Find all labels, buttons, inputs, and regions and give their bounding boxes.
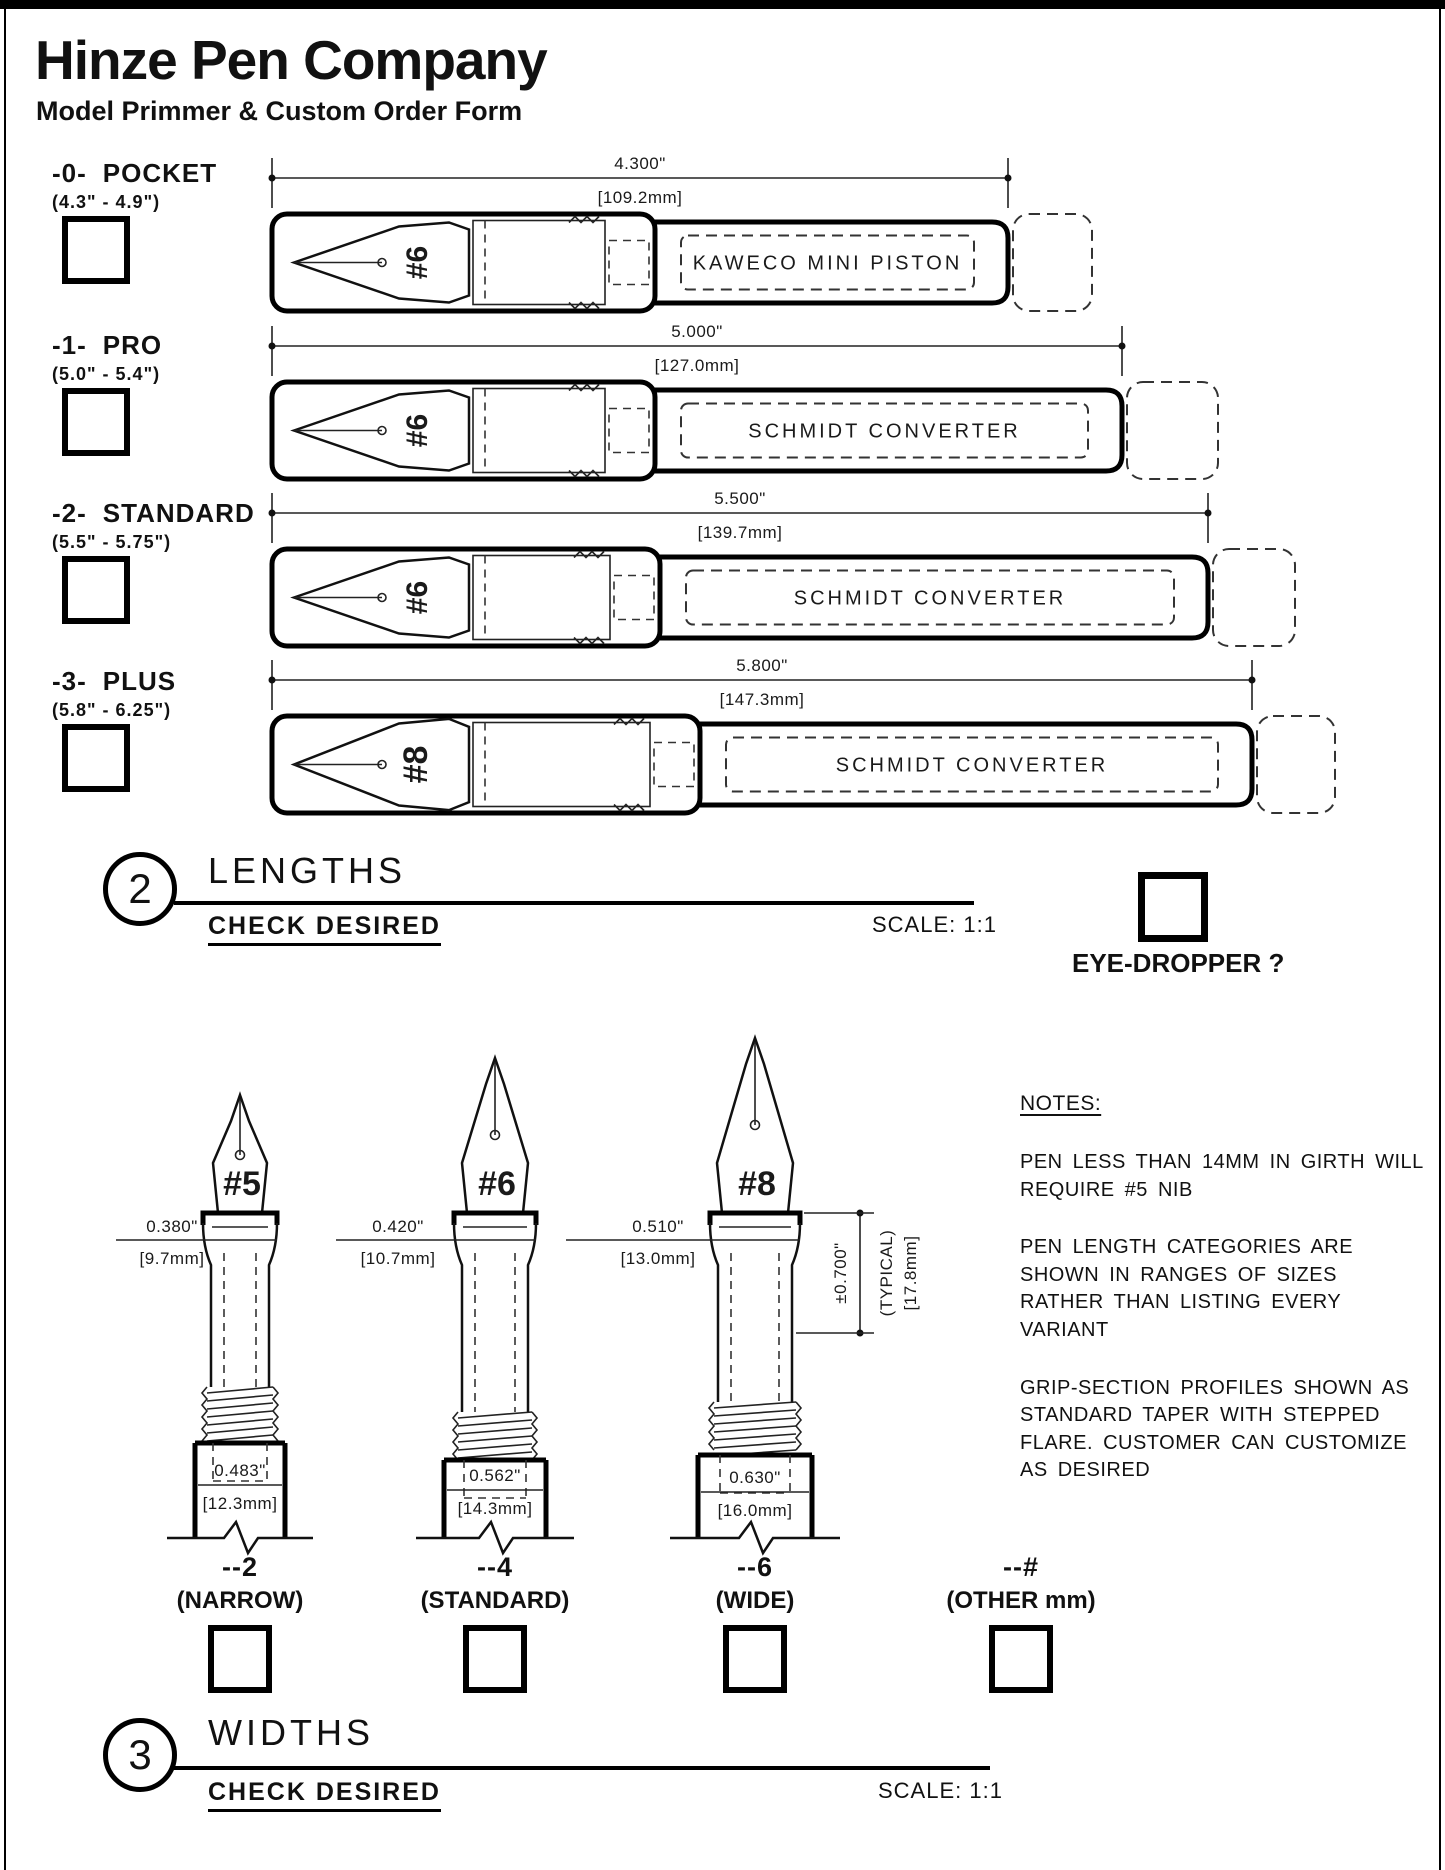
dim-tick [1119,343,1126,350]
dim-tick [269,677,276,684]
notes-title: NOTES: [1020,1092,1102,1115]
scale-label-lengths: SCALE: 1:1 [872,912,997,937]
section-housing [473,556,610,640]
section-housing [473,389,605,473]
section-housing [473,221,605,305]
cap-extension-outline [1127,382,1218,479]
dim-tick [1005,175,1012,182]
thread-line [714,1442,796,1448]
checkbox-width-4-standard[interactable] [463,1625,527,1693]
sheet-border-left [4,0,6,1870]
grip-dim-inches: 0.510" [632,1217,684,1236]
nib-detail-svg-2 [560,1000,960,1575]
checkbox-width-2-narrow[interactable] [208,1625,272,1693]
dim-tick [1249,677,1256,684]
dim-inches: 5.500" [714,489,766,508]
section-housing [473,723,650,807]
nib-detail-6 [330,1040,590,1580]
pen-length-svg-2 [230,485,1375,660]
length-option-standard-label [52,498,255,553]
dim-inches: 5.000" [671,322,723,341]
nib-size-label: #5 [223,1165,261,1203]
nib-size-label: #6 [401,245,434,280]
typical-dim-value: ±0.700" [831,1242,850,1304]
width-code: --# [1003,1552,1039,1582]
thread-line [458,1436,532,1442]
nib-detail-svg-1 [330,1040,590,1575]
pen-drawing-standard [230,485,1375,660]
checkbox-width-other[interactable] [989,1625,1053,1693]
length-name: STANDARD [102,498,255,528]
pen-length-svg-1 [230,318,1375,493]
thread-squiggle [569,217,599,223]
internal-mechanism-label: KAWECO MINI PISTON [692,252,963,275]
barrel-dim-inches: 0.630" [729,1468,781,1487]
grip-side-right [792,1223,800,1402]
width-name: (NARROW) [176,1587,304,1614]
dim-tick [269,510,276,517]
nib-size-label: #6 [401,413,434,448]
width-name: (STANDARD) [420,1587,570,1614]
dim-mm: [139.7mm] [697,523,783,542]
typical-dim-note: (TYPICAL) [877,1229,896,1317]
nib-detail-8 [560,1000,960,1580]
length-range: (5.8" - 6.25") [52,700,172,720]
thread-line [207,1395,273,1401]
thread-line [458,1420,532,1426]
note-item: PEN LENGTH CATEGORIES ARE SHOWN IN RANGES OF SIZES RATHER THAN LISTING EVERY VARIANT [1020,1236,1354,1341]
grip-flare [454,1213,536,1225]
cap-extension-outline [1257,716,1335,813]
barrel-dim-mm: [12.3mm] [202,1494,278,1513]
thread-line [714,1418,796,1424]
note-item: GRIP-SECTION PROFILES SHOWN AS STANDARD TAPER WITH STEPPED FLARE. CUSTOMER CAN CUSTOMIZE AS DESIRED [1020,1376,1410,1482]
grip-side-left [454,1223,462,1412]
dim-tick [269,343,276,350]
thread-line [458,1428,532,1434]
nib-size-label: #8 [738,1165,776,1203]
dim-mm: [147.3mm] [719,690,805,709]
thread-line [207,1387,273,1393]
section-number-widths: 3 [103,1718,177,1792]
section-rule-lengths [174,901,974,905]
nib-size-label: #6 [401,580,434,615]
thread-line [714,1426,796,1432]
thread-line [458,1452,532,1458]
barrel-dim-mm: [14.3mm] [457,1499,533,1518]
length-code: -3- [52,666,87,696]
thread-line [207,1435,273,1441]
connector-nub [609,241,649,285]
pen-drawing-pocket [230,150,1375,325]
section-number-lengths: 2 [103,852,177,926]
checkbox-length-pro[interactable] [62,388,130,456]
thread-edge-left [709,1402,714,1450]
checkbox-length-plus[interactable] [62,724,130,792]
length-range: (5.0" - 5.4") [52,364,161,384]
checkbox-length-standard[interactable] [62,556,130,624]
width-option-other [906,1552,1136,1693]
section-subtitle-lengths: CHECK DESIRED [208,912,441,946]
thread-squiggle [574,638,604,644]
section-title-widths: WIDTHS [208,1712,374,1753]
pen-length-svg-3 [230,652,1375,827]
length-option-plus-label [52,666,176,721]
width-option-narrow [125,1552,355,1693]
page-title: Hinze Pen Company [35,29,547,91]
width-option-standard [380,1552,610,1693]
thread-line [714,1402,796,1408]
thread-squiggle [569,385,599,391]
sheet-border-top [0,0,1445,9]
length-range: (4.3" - 4.9") [52,192,161,212]
break-symbol [167,1522,313,1553]
nib-size-label: #8 [397,745,435,784]
pen-drawing-pro [230,318,1375,493]
barrel-dim-mm: [16.0mm] [717,1501,793,1520]
internal-mechanism-label: SCHMIDT CONVERTER [793,587,1067,610]
nib-size-label: #6 [478,1165,516,1203]
dim-inches: 5.800" [736,656,788,675]
thread-edge-left [202,1387,207,1441]
thread-edge-right [273,1387,278,1441]
pen-length-svg-0 [230,150,1375,325]
thread-squiggle [569,303,599,309]
connector-nub [654,743,694,787]
grip-dim-mm: [9.7mm] [139,1249,205,1268]
thread-squiggle [569,471,599,477]
thread-line [458,1412,532,1418]
thread-line [207,1427,273,1433]
note-item: PEN LESS THAN 14MM IN GIRTH WILL REQUIRE #5 NIB [1020,1150,1424,1201]
connector-nub [614,576,654,620]
pen-drawing-plus [230,652,1375,827]
section-subtitle-widths: CHECK DESIRED [208,1778,441,1812]
thread-squiggle [574,552,604,558]
cap-extension-outline [1213,549,1295,646]
grip-side-right [269,1223,277,1387]
dim-tick [1205,510,1212,517]
barrel-dim-inches: 0.483" [214,1461,266,1480]
thread-edge-left [453,1412,458,1460]
section-title-lengths: LENGTHS [208,850,407,891]
cap-extension-outline [1013,214,1092,311]
checkbox-eyedropper[interactable] [1138,872,1208,942]
barrel-dim-inches: 0.562" [469,1466,521,1485]
length-option-pocket-label [52,158,217,213]
width-name: (OTHER mm) [946,1587,1096,1614]
width-code: --6 [737,1552,773,1582]
grip-side-left [710,1223,718,1402]
internal-mechanism-label: SCHMIDT CONVERTER [835,754,1109,777]
length-code: -2- [52,498,87,528]
length-option-pro-label [52,330,162,385]
thread-line [207,1411,273,1417]
length-name: PRO [102,330,163,360]
page-subtitle: Model Primmer & Custom Order Form [36,96,523,126]
typical-dim-mm: [17.8mm] [901,1235,920,1311]
connector-nub [609,409,649,453]
grip-dim-inches: 0.420" [372,1217,424,1236]
thread-squiggle [614,719,644,725]
section-rule-widths [174,1766,990,1770]
checkbox-width-6-wide[interactable] [723,1625,787,1693]
length-name: PLUS [102,666,177,696]
thread-line [207,1403,273,1409]
grip-flare [710,1213,800,1225]
grip-dim-inches: 0.380" [146,1217,198,1236]
grip-dim-mm: [13.0mm] [620,1249,696,1268]
length-range: (5.5" - 5.75") [52,532,172,552]
sheet-border-right [1439,0,1441,1870]
thread-line [714,1434,796,1440]
dim-mm: [109.2mm] [597,188,683,207]
length-code: -0- [52,158,87,188]
grip-flare [203,1213,277,1225]
grip-side-right [528,1223,536,1412]
dim-inches: 4.300" [614,154,666,173]
width-code: --4 [477,1552,513,1582]
eyedropper-label: EYE-DROPPER ? [1072,948,1285,978]
internal-mechanism-label: SCHMIDT CONVERTER [748,420,1021,443]
dim-mm: [127.0mm] [654,356,740,375]
width-option-wide [640,1552,870,1693]
checkbox-length-pocket[interactable] [62,216,130,284]
thread-line [207,1419,273,1425]
dim-tick [269,175,276,182]
thread-edge-right [796,1402,801,1450]
width-name: (WIDE) [715,1587,795,1614]
length-code: -1- [52,330,87,360]
thread-squiggle [614,805,644,811]
notes-block [1020,1090,1428,1515]
break-symbol [416,1522,574,1553]
grip-side-left [203,1223,211,1387]
length-name: POCKET [102,158,218,188]
width-code: --2 [222,1552,258,1582]
thread-line [458,1444,532,1450]
thread-line [714,1410,796,1416]
scale-label-widths: SCALE: 1:1 [878,1778,1003,1803]
thread-edge-right [532,1412,537,1460]
grip-dim-mm: [10.7mm] [360,1249,436,1268]
